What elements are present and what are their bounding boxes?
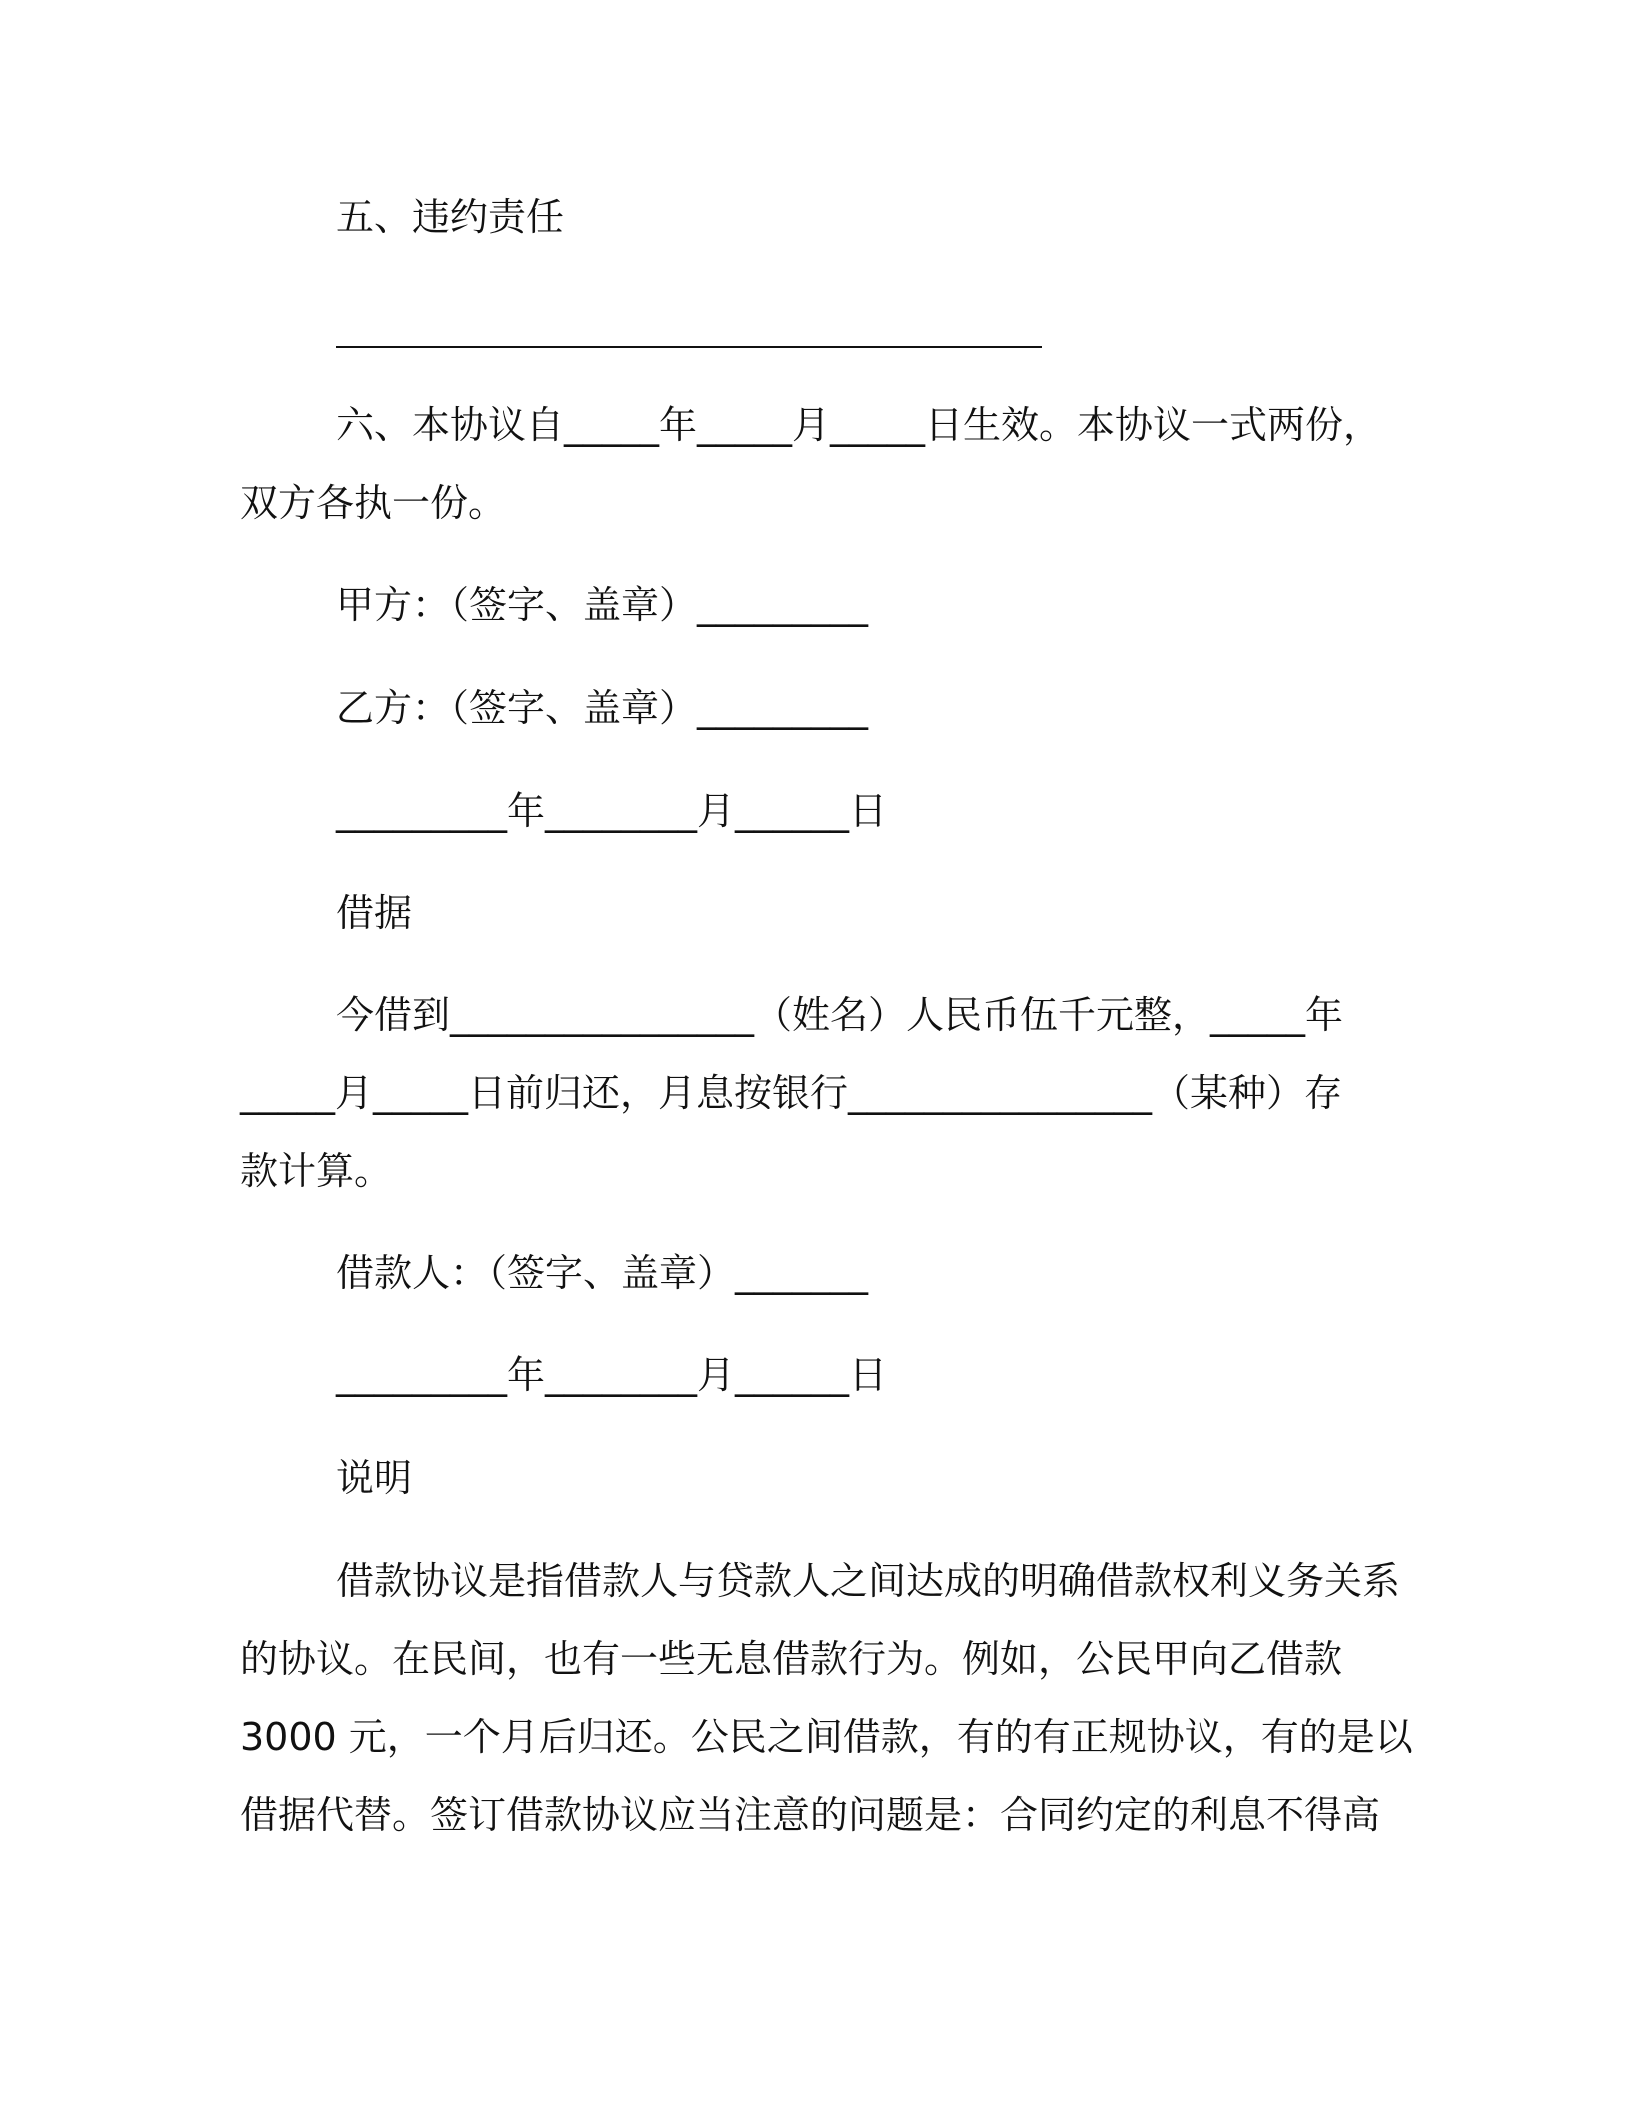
section-6-line-1: 六、本协议自_____年_____月_____日生效。本协议一式两份， <box>336 403 1382 447</box>
explanation-line-1: 借款协议是指借款人与贷款人之间达成的明确借款权利义务关系 <box>336 1559 1401 1603</box>
iou-text-line-2: _____月_____日前归还，月息按银行________________（某种）存 <box>240 1071 1343 1115</box>
section-5-heading: 五、违约责任 <box>336 195 565 239</box>
iou-heading: 借据 <box>336 891 413 935</box>
party-a-signature: 甲方：（签字、盖章）_________ <box>336 583 869 627</box>
agreement-date-line: _________年________月______日 <box>336 789 888 833</box>
section-6-line-2: 双方各执一份。 <box>240 481 507 525</box>
explanation-heading: 说明 <box>336 1456 413 1500</box>
explanation-line-4: 借据代替。签订借款协议应当注意的问题是：合同约定的利息不得高 <box>240 1793 1381 1837</box>
iou-date-line: _________年________月______日 <box>336 1353 888 1397</box>
party-b-signature: 乙方：（签字、盖章）_________ <box>336 686 869 730</box>
explanation-line-2: 的协议。在民间，也有一些无息借款行为。例如，公民甲向乙借款 <box>240 1637 1343 1681</box>
borrower-signature: 借款人：（签字、盖章）_______ <box>336 1251 869 1295</box>
blank-underline <box>336 346 1042 348</box>
explanation-line-3: 3000 元，一个月后归还。公民之间借款，有的有正规协议，有的是以 <box>240 1715 1413 1759</box>
iou-text-line-3: 款计算。 <box>240 1149 393 1193</box>
iou-text-line-1: 今借到________________（姓名）人民币伍千元整，_____年 <box>336 993 1344 1037</box>
